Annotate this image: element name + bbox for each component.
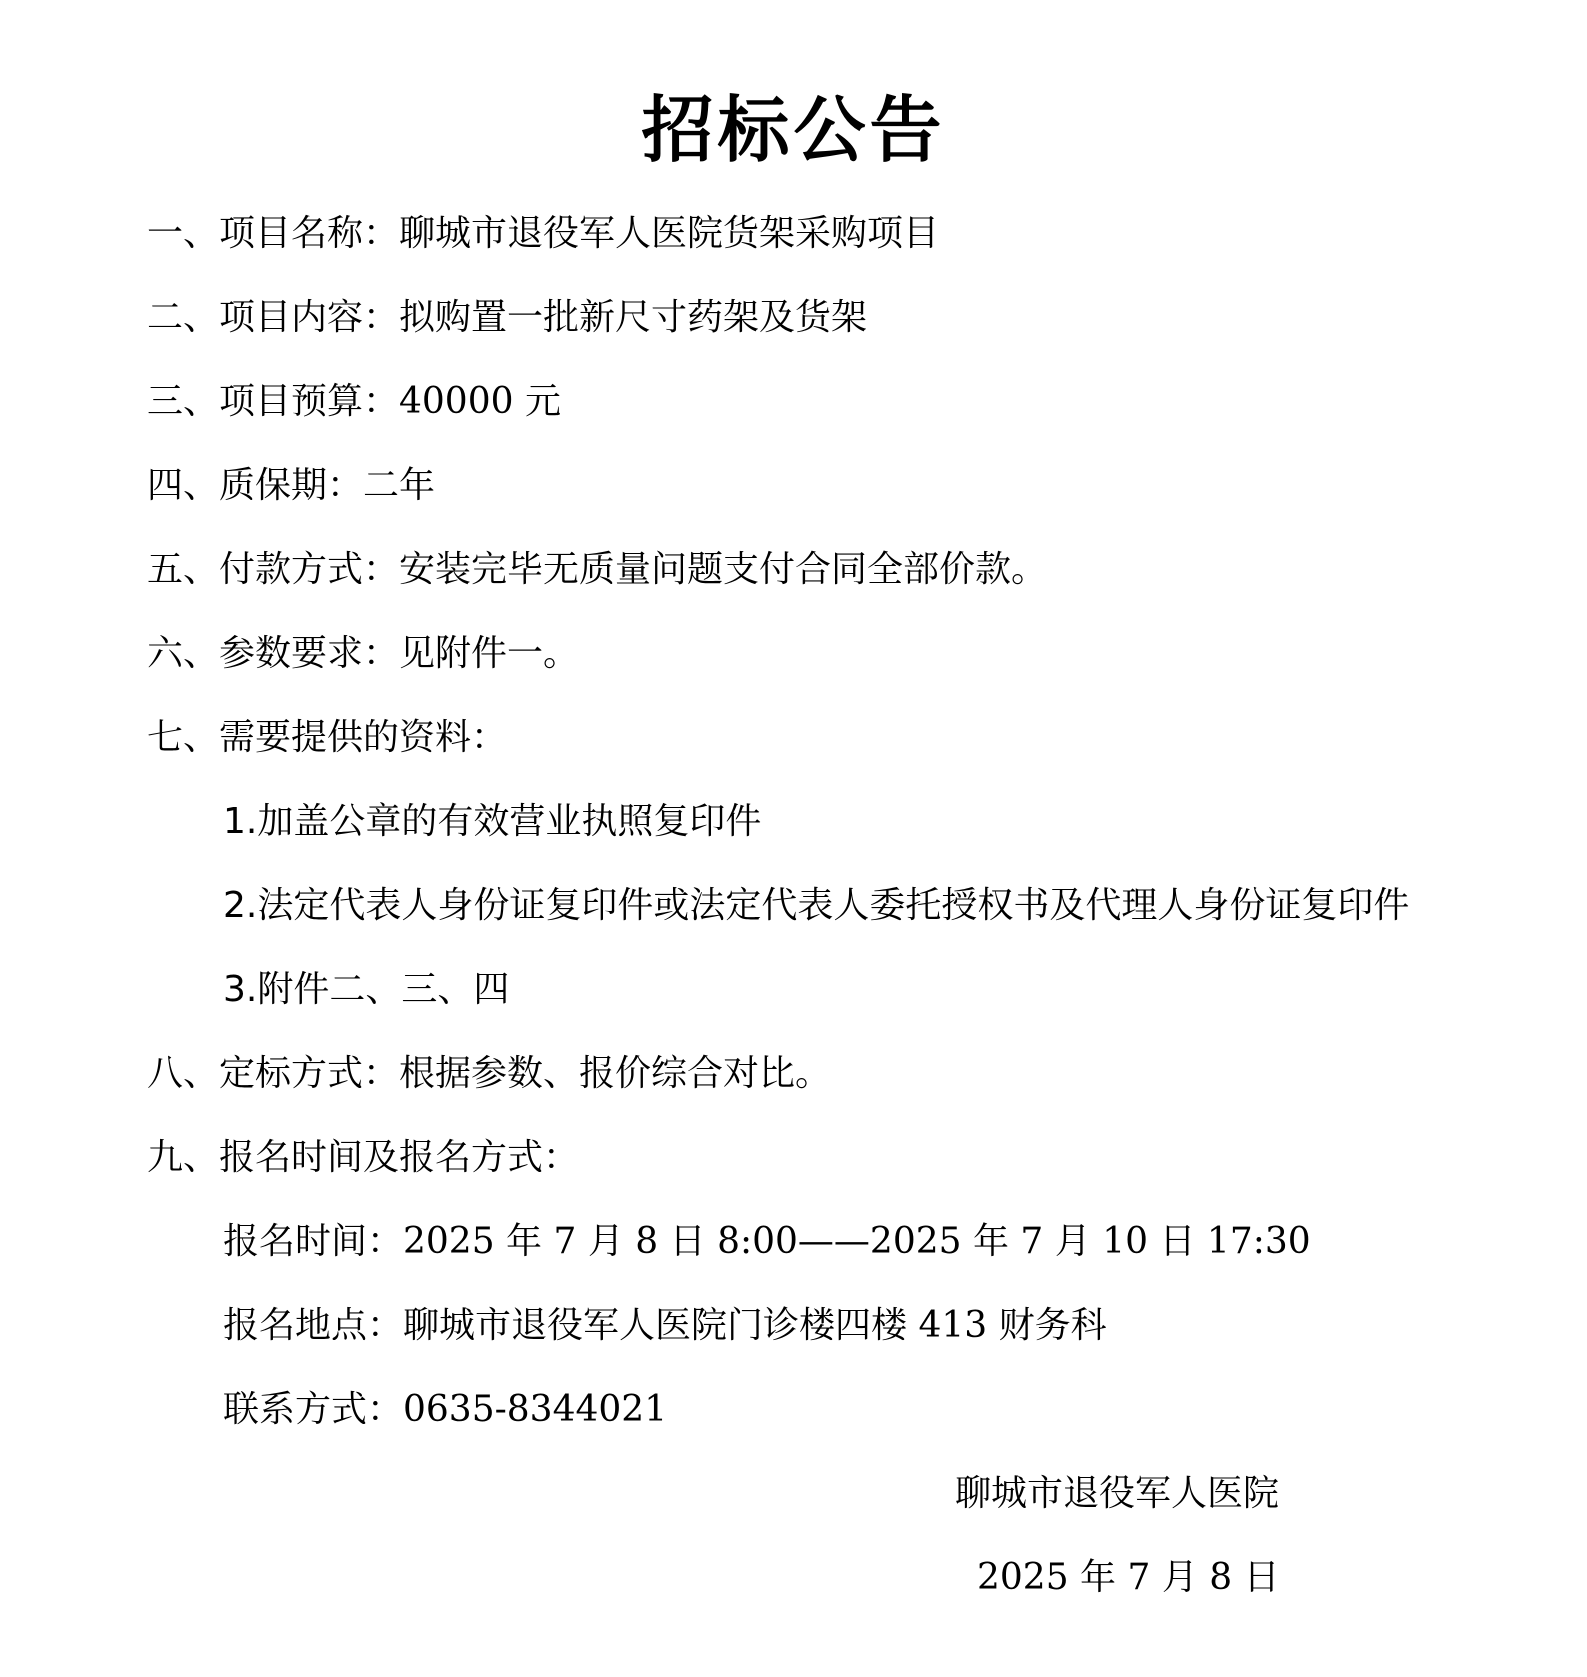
material-number: 3. [223,969,258,1010]
item-warranty: 四、质保期：二年 [147,465,436,506]
material-text: 加盖公章的有效营业执照复印件 [257,801,762,842]
material-item [223,798,761,846]
item-project-budget: 三、项目预算：40000 元 [147,381,561,422]
material-item [223,966,509,1014]
page-title: 招标公告 [641,87,946,172]
registration-time: 报名时间：2025 年 7 月 8 日 8:00——2025 年 7 月 10 日 17:30 [223,1221,1311,1262]
registration-location: 报名地点：聊城市退役军人医院门诊楼四楼 413 财务科 [223,1305,1107,1346]
material-text: 附件二、三、四 [257,969,510,1010]
material-number: 2. [223,885,258,926]
item-registration: 九、报名时间及报名方式： [147,1137,580,1178]
registration-contact: 联系方式：0635-8344021 [223,1389,668,1430]
item-parameter-requirements: 六、参数要求：见附件一。 [147,633,580,674]
signature-date: 2025 年 7 月 8 日 [977,1557,1280,1598]
material-number: 1. [223,801,258,842]
item-payment-method: 五、付款方式：安装完毕无质量问题支付合同全部价款。 [147,549,1048,590]
material-item [223,882,1409,930]
material-text: 法定代表人身份证复印件或法定代表人委托授权书及代理人身份证复印件 [257,885,1410,926]
item-award-method: 八、定标方式：根据参数、报价综合对比。 [147,1053,832,1094]
item-project-name: 一、项目名称：聊城市退役军人医院货架采购项目 [147,213,940,254]
signature-org: 聊城市退役军人医院 [955,1473,1280,1514]
item-required-materials: 七、需要提供的资料： [147,717,508,758]
item-project-content: 二、项目内容：拟购置一批新尺寸药架及货架 [147,297,868,338]
